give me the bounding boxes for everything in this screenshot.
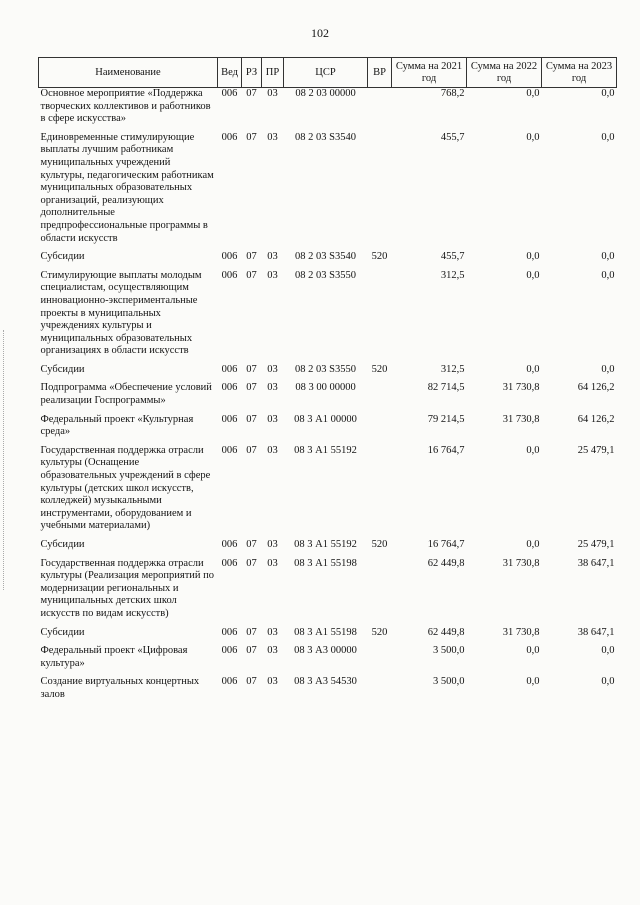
cell-pr: 03 [267,626,278,638]
table-row [39,414,617,445]
table-row [39,364,617,383]
cell-sum-2021: 312,5 [440,269,465,281]
table-row [39,676,617,707]
cell-csr: 08 2 03 S3540 [295,131,356,143]
cell-sum-2023: 25 479,1 [577,539,615,550]
cell-pr: 03 [267,382,278,394]
cell-sum-2022: 0,0 [526,444,540,456]
cell-pr: 03 [267,131,278,143]
header-ved: Вед [218,58,242,88]
header-csr: ЦСР [284,58,368,88]
cell-sum-2021: 62 449,8 [427,626,465,638]
cell-vr: 520 [371,363,388,375]
cell-vr: 520 [371,539,388,550]
cell-ved: 006 [221,444,238,456]
cell-rz: 07 [246,626,257,638]
cell-vr [368,645,392,676]
cell-sum-2023: 0,0 [601,363,615,375]
cell-sum-2022: 0,0 [526,645,540,657]
cell-ved: 006 [221,363,238,375]
table-row [39,88,617,132]
table-row [39,627,617,646]
cell-sum-2023: 25 479,1 [577,444,615,456]
cell-name: Подпрограмма «Обеспечение условий реализации Госпрограммы» [40,382,212,407]
cell-sum-2022: 31 730,8 [502,626,540,638]
cell-pr: 03 [267,645,278,657]
cell-csr: 08 3 А1 55192 [294,444,357,456]
table-row [39,251,617,270]
cell-csr: 08 3 А1 55198 [294,557,357,569]
cell-sum-2021: 455,7 [440,251,465,263]
cell-sum-2021: 82 714,5 [427,382,465,394]
cell-name: Федеральный проект «Культурная среда» [40,413,194,438]
cell-sum-2021: 455,7 [440,131,465,143]
cell-vr [368,88,392,132]
cell-sum-2023: 64 126,2 [577,382,615,394]
cell-sum-2021: 768,2 [440,88,465,99]
cell-sum-2022: 0,0 [526,251,540,263]
cell-pr: 03 [267,413,278,425]
cell-csr: 08 3 А1 00000 [294,413,357,425]
cell-sum-2023: 0,0 [601,676,615,688]
cell-csr: 08 3 А3 00000 [294,645,357,657]
cell-name: Основное мероприятие «Поддержка творческих коллективов и работников в сфере искусства» [40,88,211,125]
cell-csr: 08 2 03 S3550 [295,269,356,281]
cell-pr: 03 [267,88,278,99]
cell-ved: 006 [221,131,238,143]
cell-csr: 08 2 03 00000 [295,88,356,99]
table-row [39,445,617,539]
header-rz: РЗ [242,58,262,88]
table-row [39,558,617,627]
page-number: 102 [311,26,329,40]
cell-rz: 07 [246,539,257,550]
cell-pr: 03 [267,676,278,688]
cell-rz: 07 [246,363,257,375]
cell-sum-2023: 0,0 [601,251,615,263]
cell-name: Государственная поддержка отрасли культуры (Реализация мероприятий по модернизации региональных и муниципальных детских школ искусств по видам искусств) [40,557,215,619]
cell-sum-2021: 79 214,5 [427,413,465,425]
header-name: Наименование [39,58,218,88]
cell-pr: 03 [267,557,278,569]
cell-pr: 03 [267,251,278,263]
cell-rz: 07 [246,645,257,657]
cell-sum-2022: 31 730,8 [502,557,540,569]
cell-name: Субсидии [40,251,85,263]
cell-sum-2021: 3 500,0 [433,645,465,657]
cell-ved: 006 [221,269,238,281]
scan-edge-mark [3,330,5,590]
cell-ved: 006 [221,413,238,425]
header-sum-2023: Сумма на 2023 год [542,58,617,88]
cell-name: Субсидии [40,539,85,550]
cell-vr: 520 [371,626,388,638]
cell-csr: 08 3 А1 55198 [294,626,357,638]
cell-name: Создание виртуальных концертных залов [40,676,200,700]
cell-sum-2022: 31 730,8 [502,382,540,394]
cell-name: Субсидии [40,626,85,638]
cell-sum-2023: 0,0 [601,131,615,143]
cell-rz: 07 [246,413,257,425]
cell-sum-2021: 16 764,7 [427,444,465,456]
budget-table [38,57,617,708]
cell-sum-2022: 0,0 [526,539,540,550]
cell-ved: 006 [221,645,238,657]
cell-ved: 006 [221,557,238,569]
cell-rz: 07 [246,131,257,143]
cell-sum-2023: 64 126,2 [577,413,615,425]
cell-rz: 07 [246,88,257,99]
cell-csr: 08 2 03 S3540 [295,251,356,263]
cell-sum-2023: 0,0 [601,88,615,99]
cell-ved: 006 [221,88,238,99]
cell-vr [368,382,392,413]
cell-sum-2022: 0,0 [526,88,540,99]
cell-sum-2022: 0,0 [526,269,540,281]
cell-rz: 07 [246,269,257,281]
cell-name: Субсидии [40,363,85,375]
cell-ved: 006 [221,539,238,550]
header-vr: ВР [368,58,392,88]
cell-sum-2023: 0,0 [601,269,615,281]
cell-sum-2022: 31 730,8 [502,413,540,425]
cell-name: Государственная поддержка отрасли культуры (Оснащение образовательных учреждений в сфере культуры (детских школ искусств, колледжей) музыкальными инструментами, оборудованием и учебными материалами) [40,444,211,532]
cell-vr [368,270,392,364]
cell-ved: 006 [221,251,238,263]
cell-ved: 006 [221,676,238,688]
header-pr: ПР [262,58,284,88]
cell-vr: 520 [371,251,388,263]
cell-vr [368,558,392,627]
cell-pr: 03 [267,444,278,456]
cell-csr: 08 3 00 00000 [295,382,356,394]
cell-csr: 08 2 03 S3550 [295,363,356,375]
cell-sum-2021: 312,5 [440,363,465,375]
cell-csr: 08 3 А1 55192 [294,539,357,550]
cell-sum-2022: 0,0 [526,363,540,375]
header-sum-2021: Сумма на 2021 год [392,58,467,88]
cell-sum-2021: 62 449,8 [427,557,465,569]
cell-rz: 07 [246,557,257,569]
cell-sum-2022: 0,0 [526,131,540,143]
cell-rz: 07 [246,676,257,688]
cell-name: Федеральный проект «Цифровая культура» [40,645,188,669]
table-row [39,539,617,558]
cell-vr [368,414,392,445]
cell-name: Стимулирующие выплаты молодым специалистам, осуществляющим инновационно-экспериментальные проекты в муниципальных учреждениях культуры и муниципальных образовательных организациях в области искусств [40,269,202,357]
cell-rz: 07 [246,382,257,394]
cell-rz: 07 [246,251,257,263]
cell-csr: 08 3 А3 54530 [294,676,357,688]
table-row [39,382,617,413]
table-row [39,645,617,676]
cell-sum-2021: 16 764,7 [427,539,465,550]
cell-sum-2023: 38 647,1 [577,626,615,638]
cell-pr: 03 [267,269,278,281]
cell-ved: 006 [221,382,238,394]
cell-pr: 03 [267,363,278,375]
cell-pr: 03 [267,539,278,550]
cell-vr [368,132,392,251]
cell-sum-2022: 0,0 [526,676,540,688]
table-row [39,270,617,364]
cell-rz: 07 [246,444,257,456]
cell-sum-2023: 38 647,1 [577,557,615,569]
header-sum-2022: Сумма на 2022 год [467,58,542,88]
cell-sum-2021: 3 500,0 [433,676,465,688]
cell-sum-2023: 0,0 [601,645,615,657]
table-row [39,132,617,251]
table-header-row [39,58,617,88]
cell-name: Единовременные стимулирующие выплаты лучшим работникам муниципальных учреждений культуры, педагогическим работникам муниципальных образовательных организаций, реализующих дополнительные предпрофессиональные программы в области искусств [40,131,214,244]
cell-vr [368,676,392,707]
cell-ved: 006 [221,626,238,638]
cell-vr [368,445,392,539]
